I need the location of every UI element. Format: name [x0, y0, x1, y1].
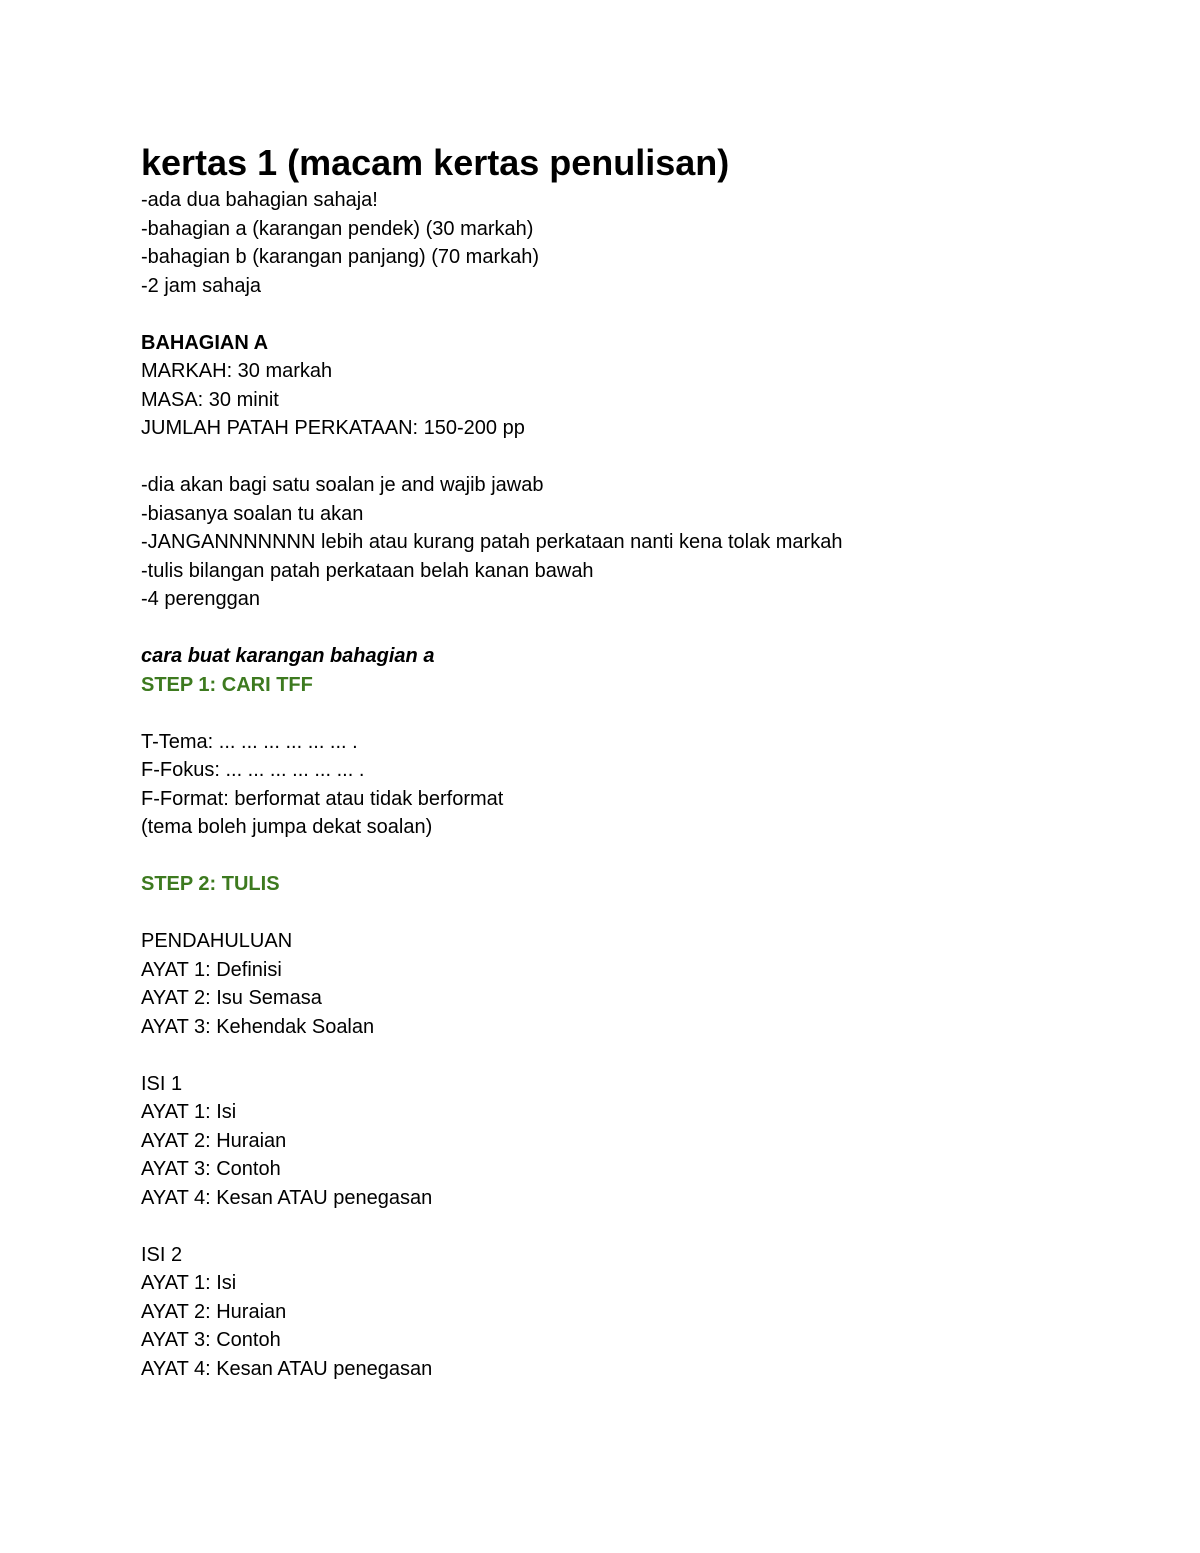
isi-2-item: AYAT 4: Kesan ATAU penegasan — [141, 1357, 433, 1380]
tff-note: (tema boleh jumpa dekat soalan) — [141, 816, 433, 838]
document-title: kertas 1 (macam kertas penulisan) — [141, 142, 730, 183]
step-2-heading: STEP 2: TULIS — [141, 873, 280, 895]
isi-2-heading: ISI 2 — [141, 1243, 183, 1266]
intro-line: -bahagian b (karangan panjang) (70 markah) — [141, 246, 540, 268]
note-line: -biasanya soalan tu akan — [141, 502, 364, 525]
isi-2-item: AYAT 3: Contoh — [141, 1329, 281, 1351]
note-line: -4 perenggan — [141, 588, 260, 610]
spacer — [141, 1212, 1041, 1241]
tff-fokus: F-Fokus: ... ... ... ... ... ... . — [141, 759, 365, 781]
tff-format: F-Format: berformat atau tidak berformat — [141, 787, 504, 810]
pendahuluan-item: AYAT 1: Definisi — [141, 958, 282, 981]
intro-line: -ada dua bahagian sahaja! — [141, 189, 378, 211]
intro-line: -bahagian a (karangan pendek) (30 markah) — [141, 217, 534, 240]
spacer — [141, 1041, 1041, 1070]
pendahuluan-item: AYAT 3: Kehendak Soalan — [141, 1015, 375, 1038]
note-line: -JANGANNNNNNN lebih atau kurang patah perkataan nanti kena tolak markah — [141, 531, 843, 553]
section-a-heading: BAHAGIAN A — [141, 331, 269, 354]
spacer — [141, 300, 1041, 329]
section-a-masa: MASA: 30 minit — [141, 388, 279, 411]
note-line: -dia akan bagi satu soalan je and wajib jawab — [141, 474, 544, 496]
spacer — [141, 899, 1041, 928]
section-a-jumlah: JUMLAH PATAH PERKATAAN: 150-200 pp — [141, 417, 525, 439]
spacer — [141, 443, 1041, 472]
spacer — [141, 614, 1041, 643]
isi-1-heading: ISI 1 — [141, 1072, 183, 1095]
spacer — [141, 842, 1041, 871]
pendahuluan-heading: PENDAHULUAN — [141, 930, 293, 952]
method-heading: cara buat karangan bahagian a — [141, 645, 435, 667]
pendahuluan-item: AYAT 2: Isu Semasa — [141, 987, 322, 1009]
isi-1-item: AYAT 3: Contoh — [141, 1158, 281, 1180]
document-page — [141, 142, 1041, 1383]
isi-2-item: AYAT 2: Huraian — [141, 1300, 287, 1323]
note-line: -tulis bilangan patah perkataan belah kanan bawah — [141, 559, 594, 582]
step-1-heading: STEP 1: CARI TFF — [141, 673, 313, 696]
isi-2-item: AYAT 1: Isi — [141, 1272, 237, 1294]
isi-1-item: AYAT 2: Huraian — [141, 1129, 287, 1152]
isi-1-item: AYAT 4: Kesan ATAU penegasan — [141, 1186, 433, 1209]
isi-1-item: AYAT 1: Isi — [141, 1101, 237, 1123]
spacer — [141, 699, 1041, 728]
intro-line: -2 jam sahaja — [141, 274, 262, 297]
tff-tema: T-Tema: ... ... ... ... ... ... . — [141, 730, 358, 753]
section-a-markah: MARKAH: 30 markah — [141, 360, 333, 382]
